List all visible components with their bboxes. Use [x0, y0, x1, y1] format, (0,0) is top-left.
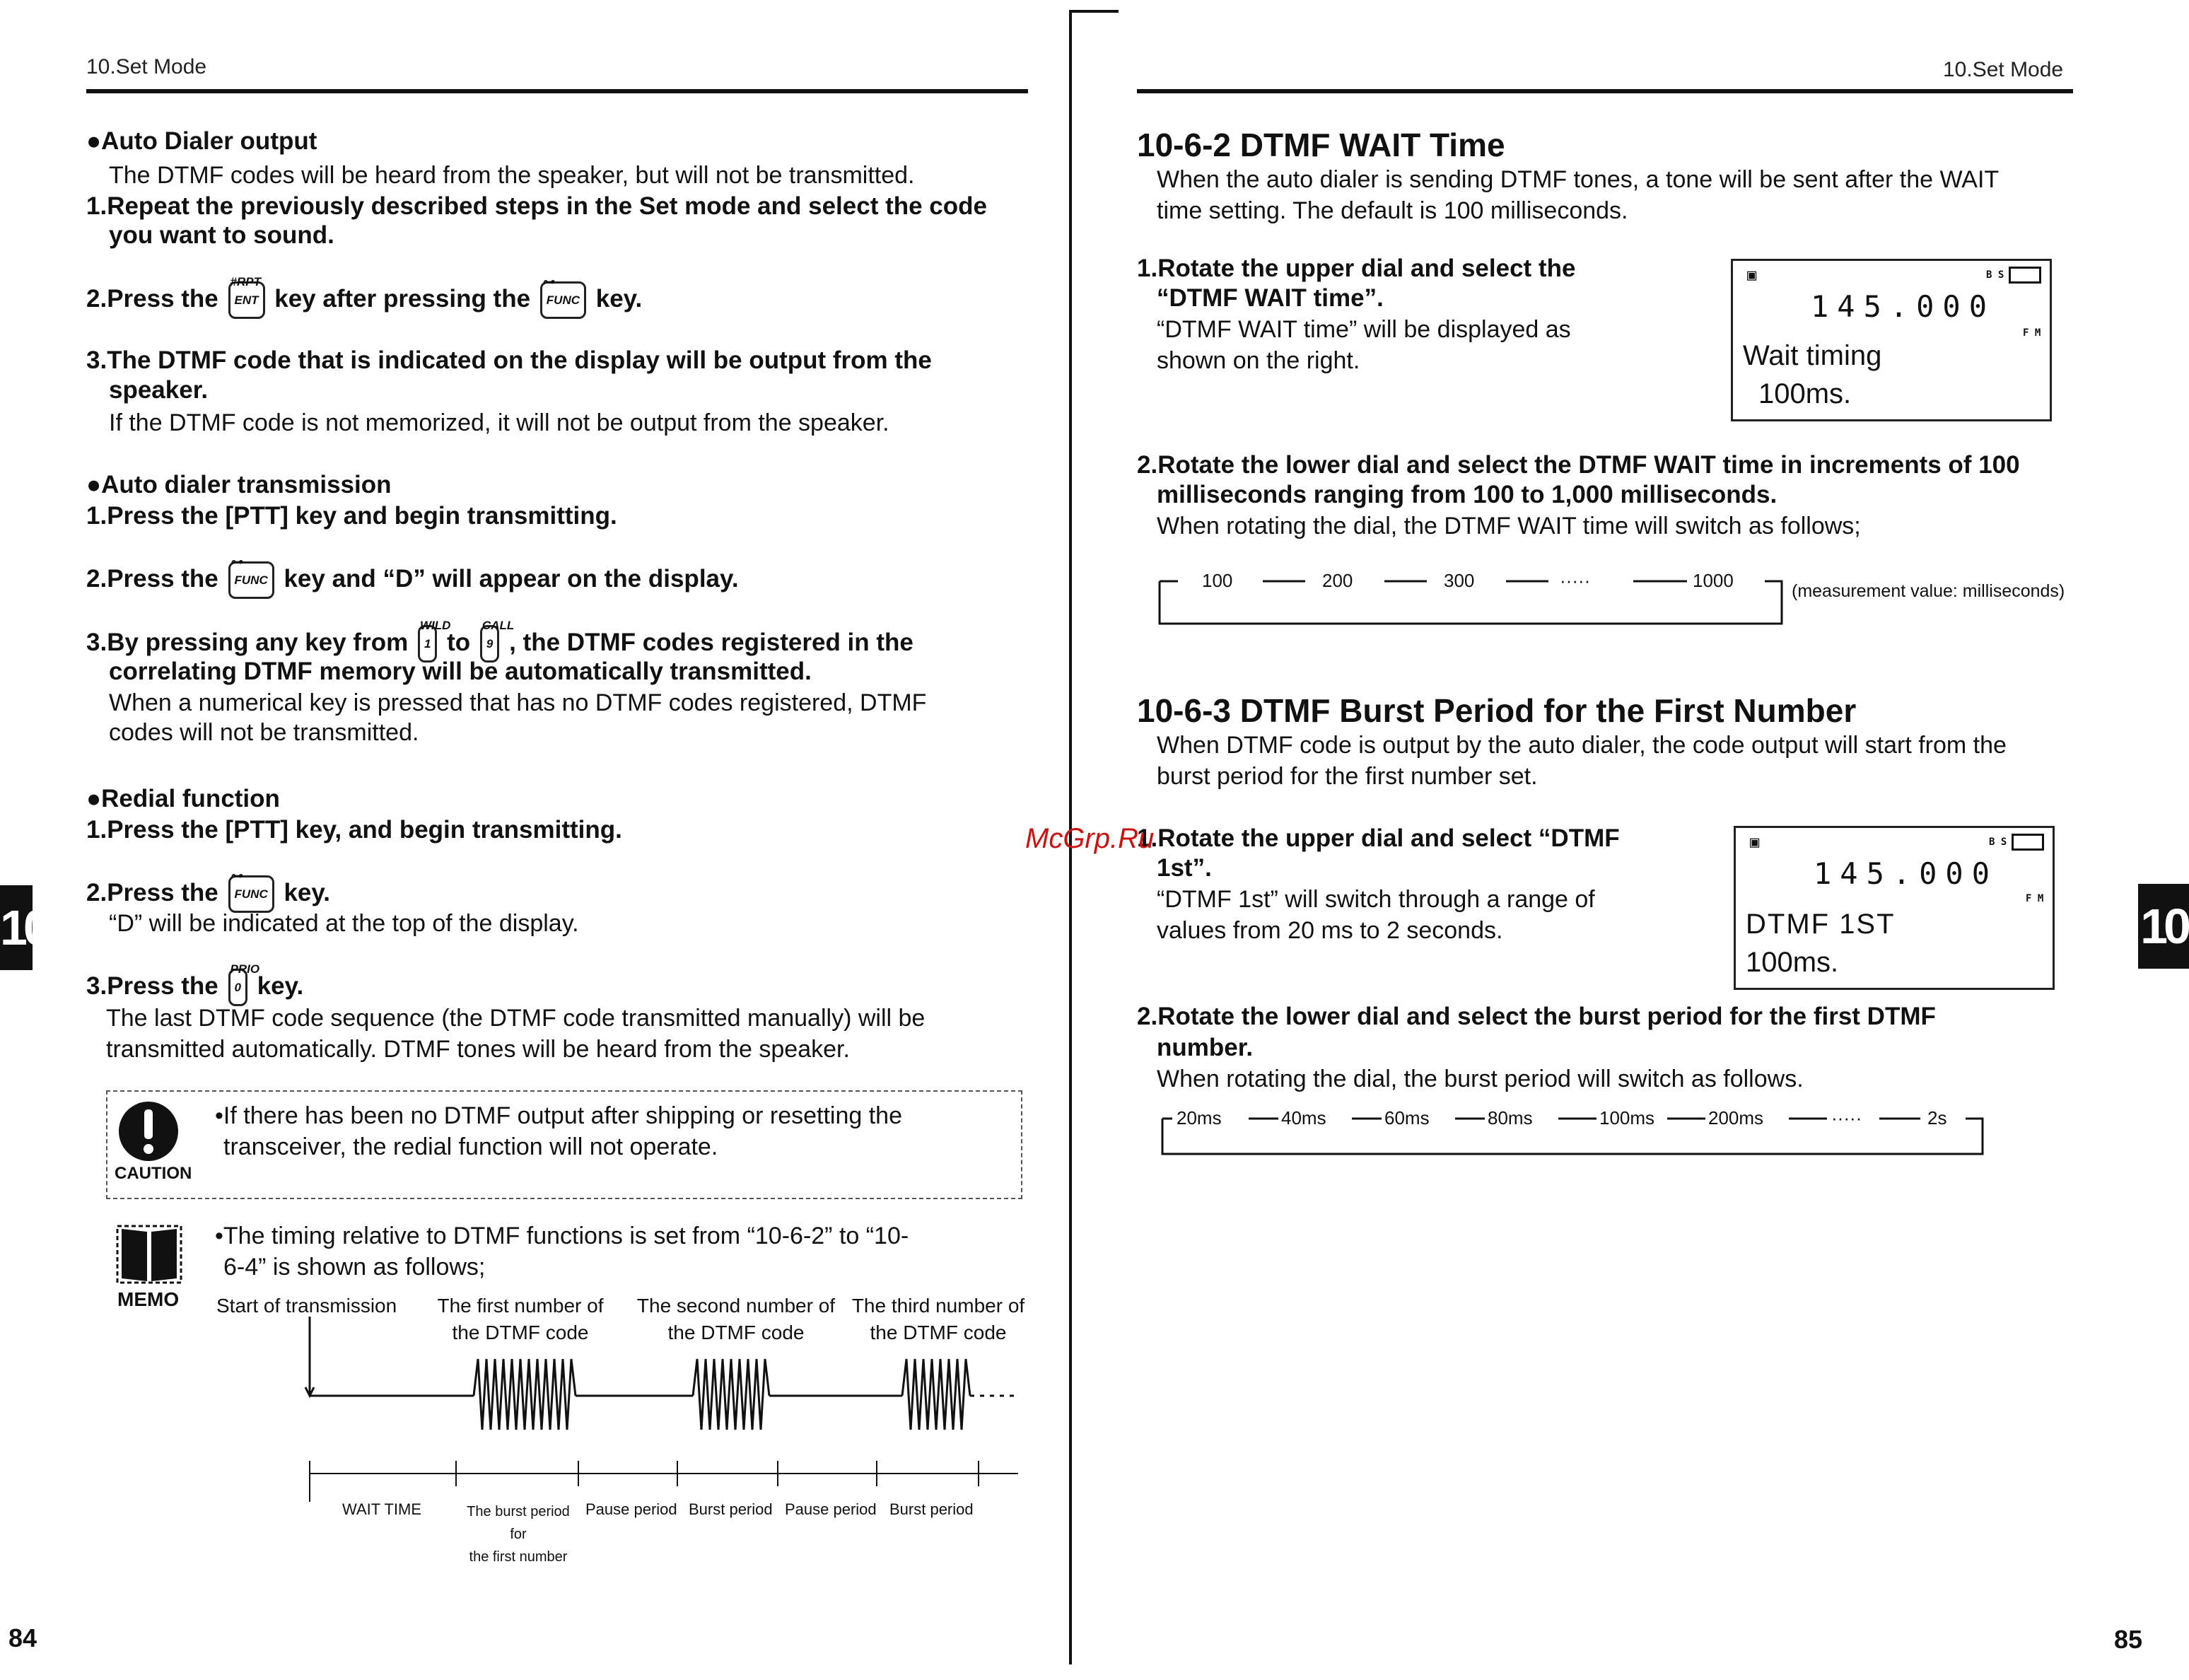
sec-burst-step1-note1: “DTMF 1st” will switch through a range of [1157, 886, 1595, 913]
burst-flow-dots: ····· [1831, 1107, 1862, 1128]
key-0-label: 0 [234, 981, 241, 994]
diagram-bottom-burst-first-b: the first number [469, 1549, 568, 1565]
watermark: McGrp.Ru [1025, 823, 1155, 854]
lcd-bs-indicator: B S [1986, 269, 2004, 281]
burst-flow-80ms: 80ms [1488, 1107, 1533, 1128]
key-9-label: 9 [486, 637, 494, 651]
memo-label: MEMO [117, 1288, 180, 1310]
sec-wait-intro-line2: time setting. The default is 100 milliseconds. [1157, 197, 1628, 224]
left-page-header: 10.Set Mode [86, 55, 207, 78]
diagram-bottom-burst-2: Burst period [889, 1500, 974, 1518]
redial-step2-note: “D” will be indicated at the top of the display. [109, 910, 579, 937]
caution-label: CAUTION [115, 1164, 192, 1183]
func-key-icon [228, 555, 274, 599]
auto-dialer-output-intro: The DTMF codes will be heard from the speaker, but will not be transmitted. [109, 162, 915, 189]
key-1-label: 1 [424, 637, 431, 651]
sec-wait-title: 10-6-2 DTMF WAIT Time [1137, 127, 1505, 163]
right-chapter-tab: 10 [2138, 884, 2189, 969]
diagram-bottom-pause-1: Pause period [585, 1500, 677, 1518]
diagram-label-first-a: The first number of [437, 1295, 604, 1317]
diagram-bottom-burst-first [458, 1500, 578, 1568]
redial-note-line1: The last DTMF code sequence (the DTMF code transmitted manually) will be [106, 1005, 926, 1032]
redial-step3-b: key. [257, 972, 304, 1000]
func-key-sup: ⊶ [230, 869, 243, 882]
memo-text-line1: •The timing relative to DTMF functions is set from “10-6-2” to “10- [215, 1223, 909, 1249]
sec-wait-step1-note2: shown on the right. [1157, 347, 1360, 374]
lcd-fm-indicator: F M [2026, 893, 2044, 904]
left-chapter-tab: 10 [0, 885, 33, 970]
burst-flow-40ms: 40ms [1281, 1107, 1326, 1128]
ado-step3-line2: speaker. [109, 376, 209, 404]
redial-note-line2: transmitted automatically. DTMF tones will be heard from the speaker. [106, 1036, 850, 1063]
ado-step1-line1: 1.Repeat the previously described steps in the Set mode and select the code [86, 192, 987, 220]
ado-step2-c: key. [595, 284, 643, 313]
sec-burst-intro-line1: When DTMF code is output by the auto dialer, the code output will start from the [1157, 732, 2007, 759]
ado-step3-note: If the DTMF code is not memorized, it will not be output from the speaker. [109, 409, 889, 436]
lcd-frequency: 145.000 [1811, 289, 1996, 324]
burst-flow-100ms: 100ms [1599, 1107, 1655, 1128]
diagram-bottom-pause-2: Pause period [785, 1500, 877, 1518]
func-key-sup: ⊶ [542, 275, 554, 288]
wait-flow-100: 100 [1202, 570, 1233, 591]
wait-flow-1000: 1000 [1693, 570, 1734, 591]
key-0-icon [228, 962, 260, 1006]
adt-step3-a: 3.By pressing any key from [86, 628, 409, 656]
lcd-line2: 100ms. [1758, 378, 1852, 409]
lcd-line1: DTMF 1ST [1746, 909, 1896, 940]
wait-flow-dots: ····· [1560, 570, 1591, 591]
sec-wait-step2-line1: 2.Rotate the lower dial and select the DTMF WAIT time in increments of 100 [1137, 451, 2020, 479]
redial-step3 [86, 962, 304, 1006]
diagram-label-first-b: the DTMF code [452, 1322, 589, 1343]
func-key-label: FUNC [234, 887, 268, 901]
adt-note-line2: codes will not be transmitted. [109, 719, 419, 746]
sec-wait-step2-note: When rotating the dial, the DTMF WAIT time will switch as follows; [1157, 513, 1861, 539]
left-header-rule [86, 89, 1028, 93]
left-page-number: 84 [8, 1623, 37, 1652]
right-page-header: 10.Set Mode [1943, 58, 2064, 81]
lcd-battery-icon [2012, 834, 2044, 851]
sec-wait-step1-line1: 1.Rotate the upper dial and select the [1137, 255, 1576, 282]
lcd-battery-icon [2009, 267, 2041, 284]
sec-burst-intro-line2: burst period for the first number set. [1157, 763, 1538, 790]
key-0-sup: PRIO [230, 962, 260, 976]
diagram-bottom-wait: WAIT TIME [342, 1500, 422, 1518]
memo-book-icon [116, 1222, 182, 1285]
sec-burst-title: 10-6-3 DTMF Burst Period for the First Number [1137, 692, 1857, 729]
key-1-sup: WILD [419, 619, 451, 632]
adt-note-line1: When a numerical key is pressed that has no DTMF codes registered, DTMF [109, 689, 927, 716]
key-9-sup: CALL [481, 619, 515, 632]
lcd-fm-indicator: F M [2023, 327, 2041, 339]
ent-key-icon [228, 275, 265, 319]
redial-step2-b: key. [284, 878, 330, 906]
sec-wait-intro-line1: When the auto dialer is sending DTMF tones, a tone will be sent after the WAIT [1157, 166, 2000, 193]
redial-step2-a: 2.Press the [86, 878, 218, 906]
burst-3-wave [902, 1359, 970, 1430]
adt-step2-a: 2.Press the [86, 564, 218, 593]
caution-text-line1: •If there has been no DTMF output after shipping or resetting the [215, 1102, 903, 1129]
ado-step2 [86, 275, 643, 319]
wait-flow-200: 200 [1322, 570, 1353, 591]
func-key-label: FUNC [546, 293, 580, 307]
wait-flow-unit: (measurement value: milliseconds) [1792, 581, 2065, 601]
diagram-label-second-b: the DTMF code [667, 1322, 805, 1343]
sec-burst-step1-note2: values from 20 ms to 2 seconds. [1157, 917, 1503, 944]
ent-key-label: ENT [234, 293, 259, 307]
adt-step3-line2: correlating DTMF memory will be automatically transmitted. [109, 658, 812, 685]
redial-heading: ●Redial function [86, 785, 280, 812]
memo-text-line2: 6-4” is shown as follows; [223, 1254, 486, 1281]
ado-step2-a: 2.Press the [86, 284, 218, 313]
right-page-number: 85 [2114, 1625, 2143, 1654]
diagram-label-start: Start of transmission [216, 1295, 397, 1317]
burst-2-wave [693, 1359, 769, 1430]
sec-burst-step1-line1: 1.Rotate the upper dial and select “DTMF [1137, 824, 1620, 852]
burst-flow-200ms: 200ms [1708, 1107, 1764, 1128]
caution-text-line2: transceiver, the redial function will not operate. [223, 1133, 718, 1160]
right-header-rule [1137, 89, 2073, 93]
adt-step2 [86, 555, 739, 599]
spine-corner [1069, 10, 1119, 13]
adt-step3-b: to [447, 628, 471, 656]
lcd-memory-icon: ▣ [1747, 267, 1757, 284]
ado-step2-b: key after pressing the [274, 284, 531, 313]
sec-burst-step1-line2: 1st”. [1157, 854, 1212, 882]
lcd-frequency: 145.000 [1814, 856, 1999, 891]
adt-step1: 1.Press the [PTT] key and begin transmitting. [86, 502, 617, 530]
lcd-wait-display [1731, 259, 2052, 421]
ado-step1-line2: you want to sound. [109, 221, 334, 249]
diagram-bottom-burst-first-a: The burst period for [467, 1504, 570, 1542]
wait-flow-300: 300 [1444, 570, 1475, 591]
lcd-line1: Wait timing [1743, 340, 1882, 371]
diagram-label-third-a: The third number of [851, 1295, 1025, 1317]
sec-burst-step2-note: When rotating the dial, the burst period will switch as follows. [1157, 1066, 1804, 1092]
burst-1-wave [474, 1359, 576, 1430]
func-key-label: FUNC [234, 573, 268, 587]
ado-step3-line1: 3.The DTMF code that is indicated on the display will be output from the [86, 346, 932, 374]
adt-step2-b: key and “D” will appear on the display. [284, 564, 739, 593]
adt-step3-c: , the DTMF codes registered in the [509, 628, 913, 656]
sec-wait-step1-note1: “DTMF WAIT time” will be displayed as [1157, 316, 1571, 343]
lcd-memory-icon: ▣ [1750, 834, 1760, 851]
burst-flow-2s: 2s [1927, 1107, 1947, 1128]
func-key-sup: ⊶ [230, 555, 243, 568]
sec-burst-step2-line1: 2.Rotate the lower dial and select the burst period for the first DTMF [1137, 1003, 1936, 1030]
lcd-bs-indicator: B S [1989, 836, 2007, 848]
func-key-icon [540, 275, 586, 319]
lcd-line2: 100ms. [1746, 947, 1839, 978]
redial-step3-a: 3.Press the [86, 972, 218, 1000]
sec-wait-step1-line2: “DTMF WAIT time”. [1157, 284, 1384, 312]
diagram-bottom-burst-1: Burst period [689, 1500, 773, 1518]
sec-burst-step2-line2: number. [1157, 1034, 1254, 1061]
diagram-label-second-a: The second number of [636, 1295, 836, 1317]
ent-key-sup: #RPT [230, 275, 261, 288]
sec-wait-step2-line2: milliseconds ranging from 100 to 1,000 milliseconds. [1157, 481, 1778, 508]
lcd-burst-display [1734, 826, 2055, 990]
burst-flow-60ms: 60ms [1384, 1107, 1430, 1128]
auto-dialer-transmission-heading: ●Auto dialer transmission [86, 471, 392, 498]
auto-dialer-output-heading: ●Auto Dialer output [86, 127, 317, 155]
redial-step1: 1.Press the [PTT] key, and begin transmitting. [86, 816, 622, 844]
diagram-label-third-b: the DTMF code [870, 1322, 1007, 1343]
burst-flow-20ms: 20ms [1177, 1107, 1222, 1128]
